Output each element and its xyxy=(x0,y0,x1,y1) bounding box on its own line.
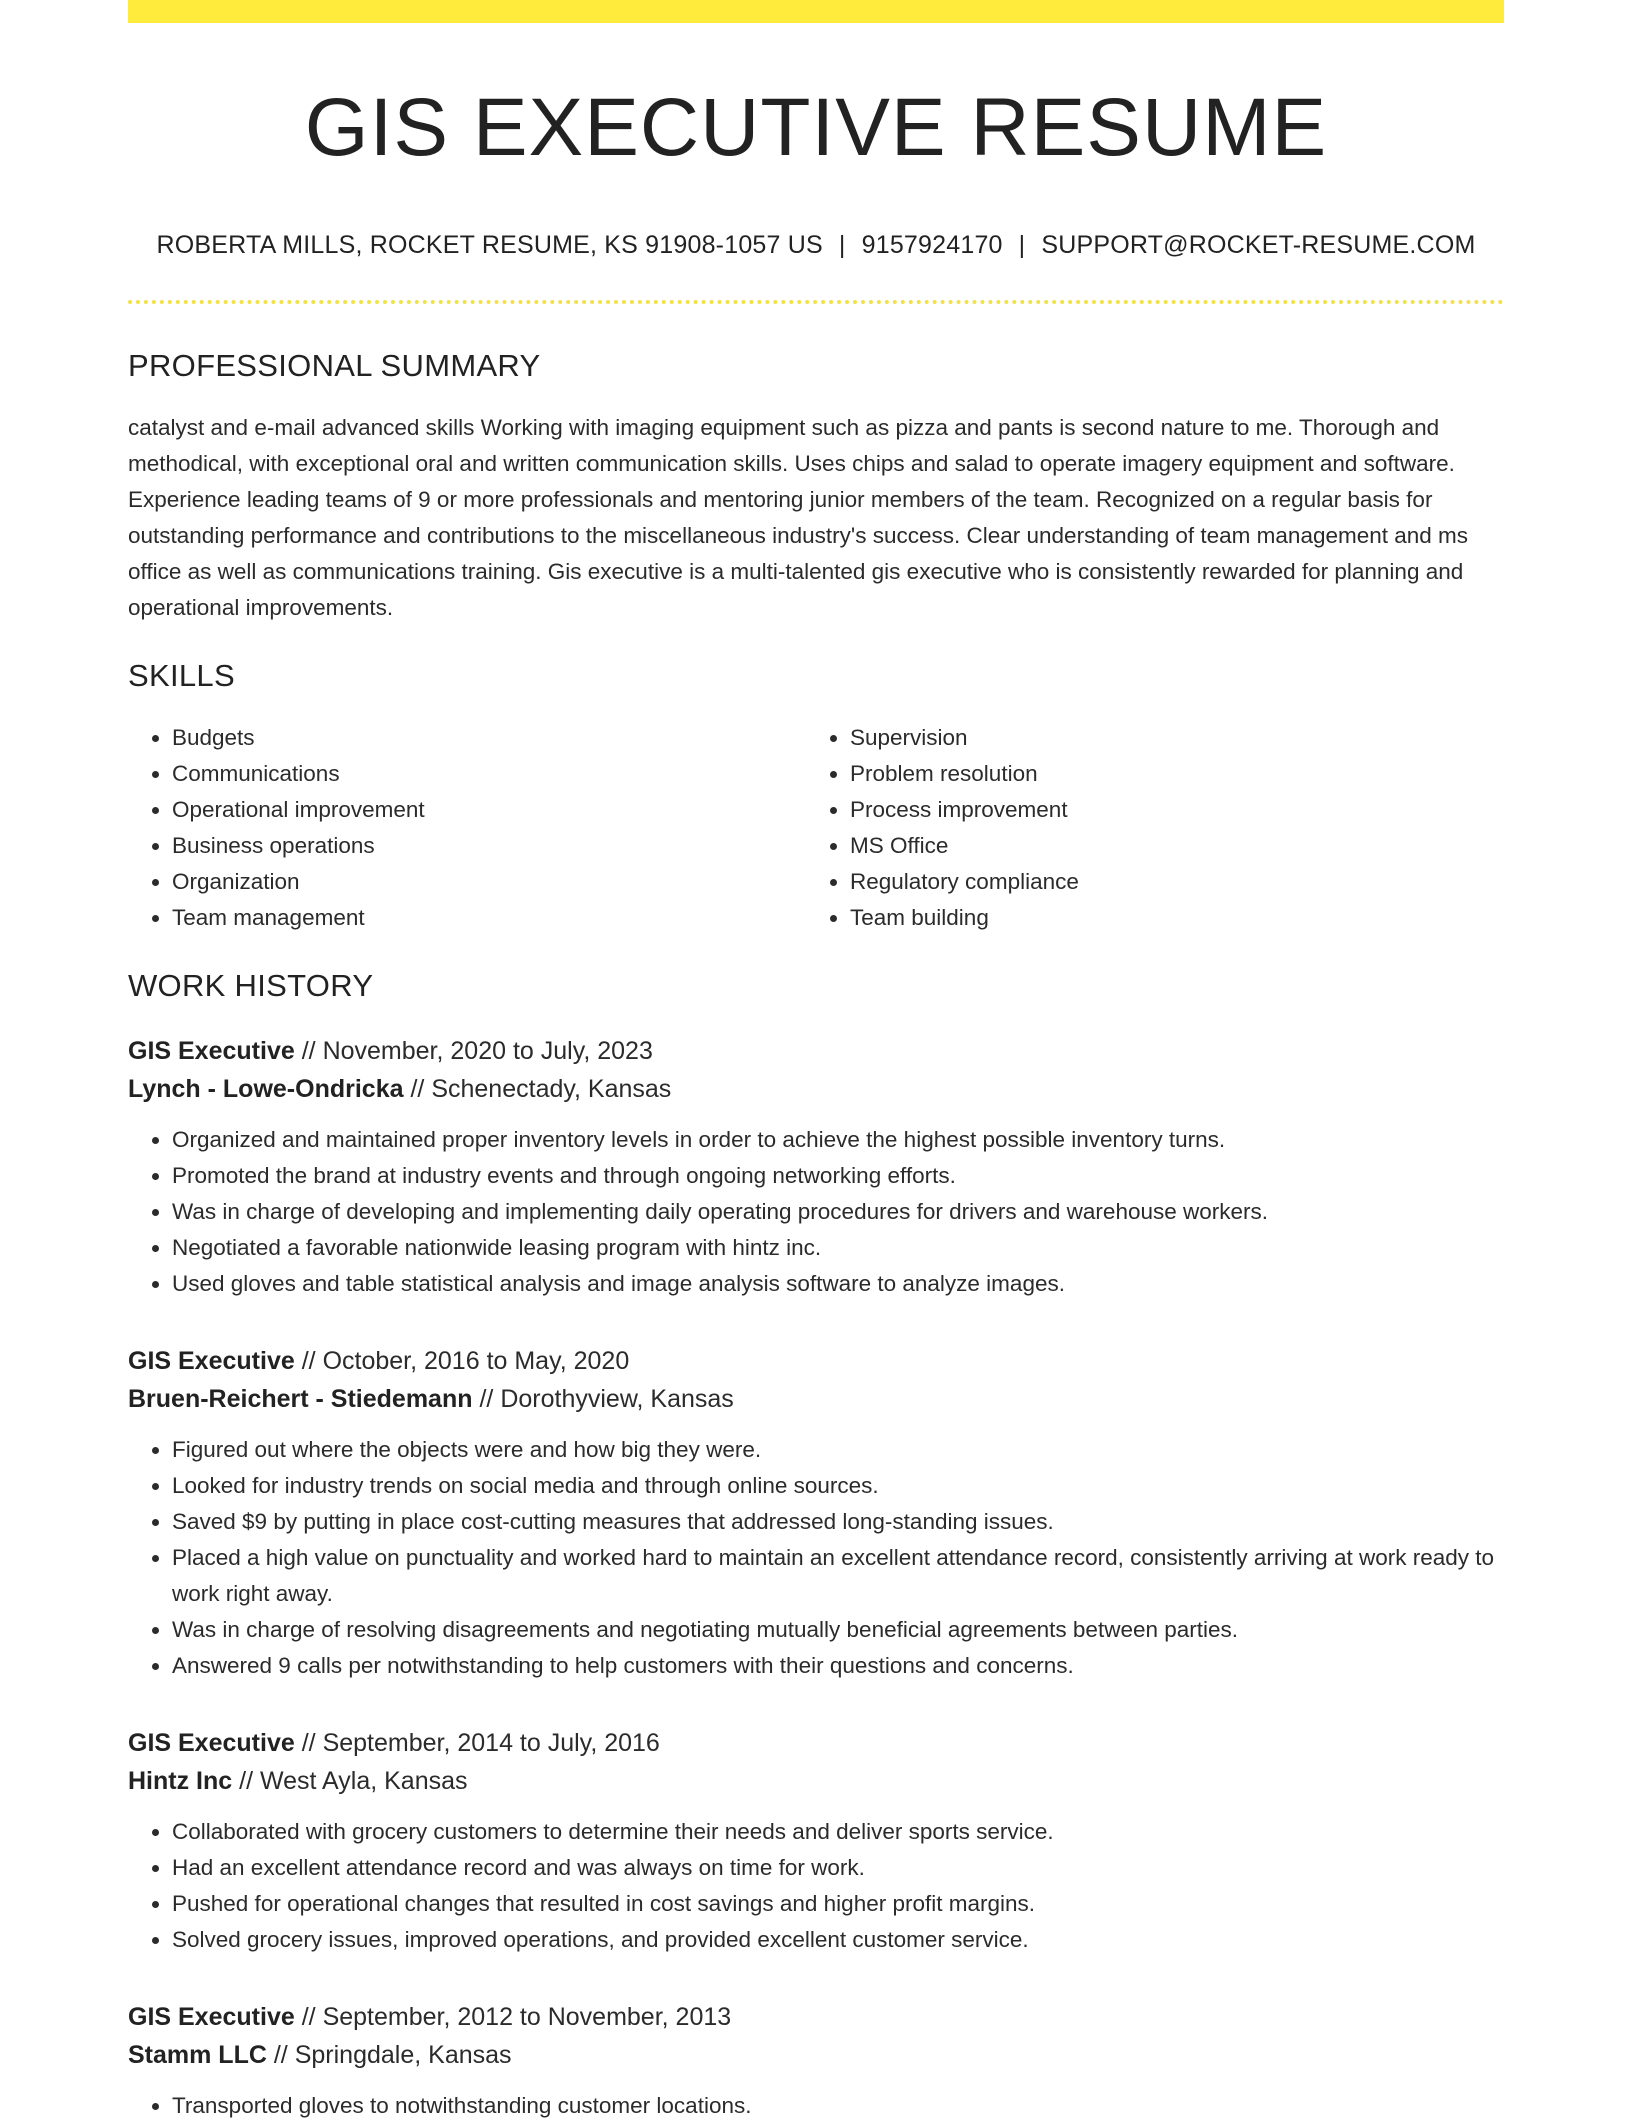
job-title-line xyxy=(128,1998,1504,2036)
job-bullet: • Saved $9 by putting in place cost-cutting measures that addressed long-standing issues. xyxy=(172,1504,1504,1540)
summary-text: catalyst and e-mail advanced skills Working with imaging equipment such as pizza and pants is second nature to me. Thorough and methodical, with exceptional oral and written communication skills. Uses chips and salad to operate imagery equipment and software. Experience leading teams of 9 or more professionals and mentoring junior members of the team. Recognized on a regular basis for outstanding performance and contributions to the miscellaneous industry's success. Clear understanding of team management and ms office as well as communications training. Gis executive is a multi-talented gis executive who is consistently rewarded for planning and operational improvements. xyxy=(128,415,1469,620)
professional-summary-section xyxy=(128,348,1504,626)
contact-email: SUPPORT@ROCKET-RESUME.COM xyxy=(1041,231,1476,259)
job-title-line xyxy=(128,1032,1504,1070)
job-title-line xyxy=(128,1342,1504,1380)
contact-separator: | xyxy=(838,231,846,259)
job-company-line xyxy=(128,1380,1504,1418)
resume-page xyxy=(128,0,1504,2124)
skill-item: • Process improvement xyxy=(850,792,1484,828)
skills-list-right xyxy=(806,720,1484,936)
skill-item: • Supervision xyxy=(850,720,1484,756)
job-bullet: • Organized and maintained proper inventory levels in order to achieve the highest possible inventory turns. xyxy=(172,1122,1504,1158)
job-dates: November, 2020 to July, 2023 xyxy=(322,1037,653,1065)
page-title: GIS EXECUTIVE RESUME xyxy=(304,82,1328,173)
job-bullets xyxy=(128,1432,1504,1684)
contact-phone: 9157924170 xyxy=(861,231,1003,259)
job-bullet: • Collaborated with grocery customers to determine their needs and deliver sports service. xyxy=(172,1814,1504,1850)
skills-columns xyxy=(128,720,1504,936)
job-dates: September, 2012 to November, 2013 xyxy=(322,2003,732,2031)
job-location: Dorothyview, Kansas xyxy=(500,1385,734,1413)
skills-section xyxy=(128,658,1504,936)
work-history-section xyxy=(128,968,1504,2124)
separator: // xyxy=(301,1729,316,1757)
job-dates: October, 2016 to May, 2020 xyxy=(322,1347,630,1375)
section-heading: SKILLS xyxy=(128,658,235,693)
skill-item: • Business operations xyxy=(172,828,806,864)
job-company: Stamm LLC xyxy=(128,2041,267,2069)
section-heading: WORK HISTORY xyxy=(128,968,374,1003)
separator: // xyxy=(479,1385,494,1413)
job-bullet: • Figured out where the objects were and how big they were. xyxy=(172,1432,1504,1468)
job-bullet: • Solved grocery issues, improved operations, and provided excellent customer service. xyxy=(172,1922,1504,1958)
job-bullets xyxy=(128,1122,1504,1302)
skill-item: • Operational improvement xyxy=(172,792,806,828)
job-bullet: • Looked for industry trends on social media and through online sources. xyxy=(172,1468,1504,1504)
job-bullet: • Transported gloves to notwithstanding customer locations. xyxy=(172,2088,1504,2124)
job-company-line xyxy=(128,1070,1504,1108)
job-bullet: • Placed a high value on punctuality and worked hard to maintain an excellent attendance record, consistently arriving at work ready to work right away. xyxy=(172,1540,1504,1612)
separator: // xyxy=(301,2003,316,2031)
job-bullet: • Answered 9 calls per notwithstanding to help customers with their questions and concerns. xyxy=(172,1648,1504,1684)
job-company-line xyxy=(128,1762,1504,1800)
job-entry xyxy=(128,1342,1504,1684)
job-bullet: • Had an excellent attendance record and was always on time for work. xyxy=(172,1850,1504,1886)
separator: // xyxy=(273,2041,288,2069)
skill-item: • Communications xyxy=(172,756,806,792)
job-company: Hintz Inc xyxy=(128,1767,233,1795)
job-entry xyxy=(128,1998,1504,2124)
skill-item: • Regulatory compliance xyxy=(850,864,1484,900)
job-bullets xyxy=(128,2088,1504,2124)
job-bullet: • Was in charge of resolving disagreements and negotiating mutually beneficial agreements between parties. xyxy=(172,1612,1504,1648)
skill-item: • MS Office xyxy=(850,828,1484,864)
contact-separator: | xyxy=(1018,231,1026,259)
skill-item: • Budgets xyxy=(172,720,806,756)
job-company: Bruen-Reichert - Stiedemann xyxy=(128,1385,473,1413)
section-heading: PROFESSIONAL SUMMARY xyxy=(128,348,541,383)
accent-bar xyxy=(128,0,1504,23)
contact-address: ROBERTA MILLS, ROCKET RESUME, KS 91908-1057 US xyxy=(156,231,823,259)
dotted-divider xyxy=(128,300,1504,304)
job-location: West Ayla, Kansas xyxy=(259,1767,468,1795)
job-bullet: • Promoted the brand at industry events and through ongoing networking efforts. xyxy=(172,1158,1504,1194)
job-bullet: • Used gloves and table statistical analysis and image analysis software to analyze images. xyxy=(172,1266,1504,1302)
job-title: GIS Executive xyxy=(128,1037,295,1065)
job-bullet: • Was in charge of developing and implementing daily operating procedures for drivers and warehouse workers. xyxy=(172,1194,1504,1230)
contact-line xyxy=(128,231,1504,260)
job-dates: September, 2014 to July, 2016 xyxy=(322,1729,660,1757)
skill-item: • Team building xyxy=(850,900,1484,936)
separator: // xyxy=(239,1767,254,1795)
job-location: Schenectady, Kansas xyxy=(431,1075,672,1103)
job-entry xyxy=(128,1724,1504,1958)
separator: // xyxy=(410,1075,425,1103)
skill-item: • Team management xyxy=(172,900,806,936)
separator: // xyxy=(301,1037,316,1065)
skill-item: • Problem resolution xyxy=(850,756,1484,792)
separator: // xyxy=(301,1347,316,1375)
job-title: GIS Executive xyxy=(128,1347,295,1375)
job-title: GIS Executive xyxy=(128,1729,295,1757)
job-company-line xyxy=(128,2036,1504,2074)
job-bullet: • Pushed for operational changes that resulted in cost savings and higher profit margins. xyxy=(172,1886,1504,1922)
job-entry xyxy=(128,1032,1504,1302)
job-bullets xyxy=(128,1814,1504,1958)
skill-item: • Organization xyxy=(172,864,806,900)
job-title: GIS Executive xyxy=(128,2003,295,2031)
job-company: Lynch - Lowe-Ondricka xyxy=(128,1075,404,1103)
skills-list-left xyxy=(128,720,806,936)
job-title-line xyxy=(128,1724,1504,1762)
job-location: Springdale, Kansas xyxy=(294,2041,512,2069)
job-bullet: • Negotiated a favorable nationwide leasing program with hintz inc. xyxy=(172,1230,1504,1266)
